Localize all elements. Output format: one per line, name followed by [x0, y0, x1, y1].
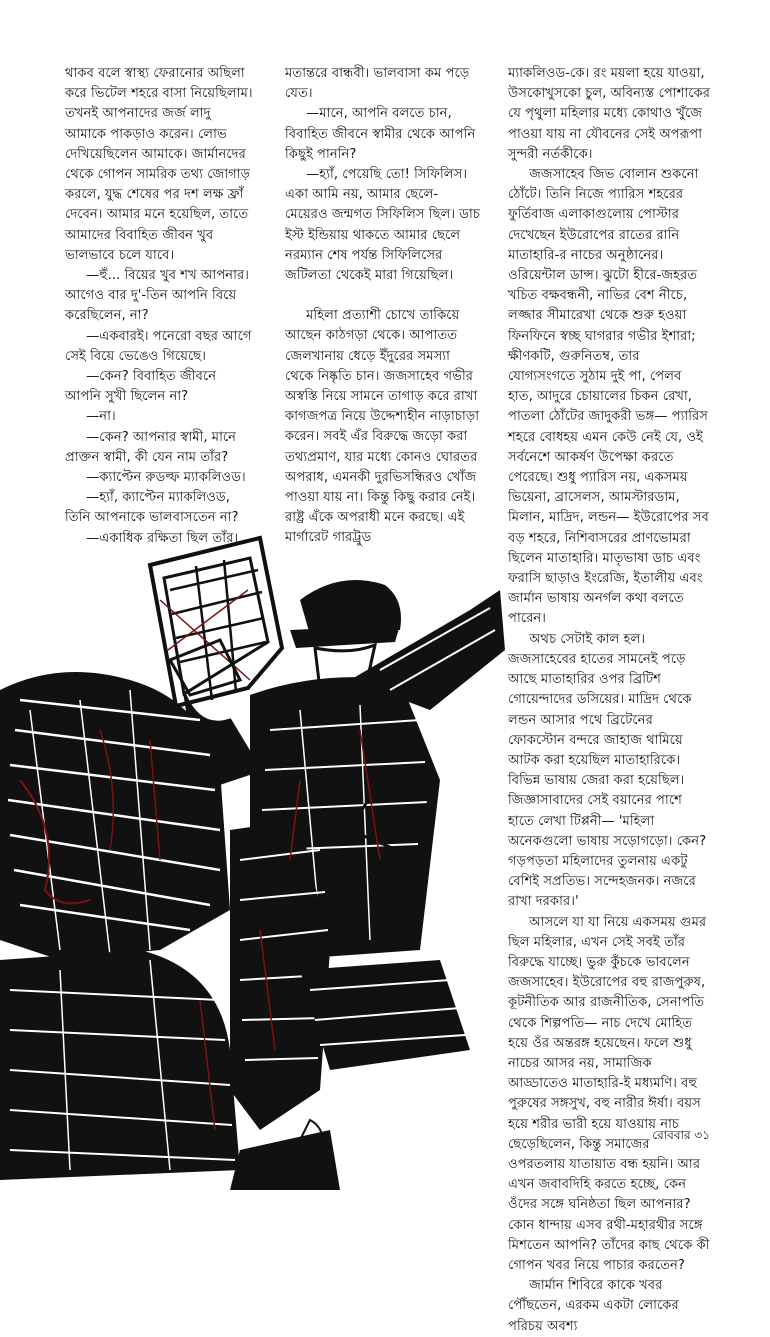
paragraph: মতান্তরে বান্ধবী। ভালবাসা কম পড়ে যেত। — [285, 66, 470, 102]
dialogue-line: —ক্যাপ্টেন রুডল্ফ ম্যাকলিওড। — [86, 470, 246, 486]
dialogue-line: —হ্যাঁ, পেয়েছি তো! সিফিলিস। একা আমি নয়, আমার ছেলে-মেয়েরও জন্মগত সিফিলিস ছিল। ডাচ ইস্ট ইন্ডিয়ায় থাকতে আমার ছেলে নরম্যান শেষ পর্যন্ত সিফিলিসের জটিলতা থেকেই মারা গিয়েছিল। — [285, 167, 480, 284]
paragraph: জজসাহেব জিভ বোলান শুকনো ঠোঁটে। তিনি নিজে প্যারিস শহরের ফুর্তিবাজ এলাকাগুলোয় পোস্টার দেখেছেন ইউরোপের রাতের রানি মাতাহারি-র নাচের অনুষ্ঠানের। ওরিয়েন্টাল ডান্স। ঝুটো হীরে-জহরত খচিত বক্ষবন্ধনী, নাভির বেশ নীচে, লজ্জার সীমারেখা থেকে শুরু হওয়া ফিনফিনে স্বচ্ছ ঘাগরার গভীর ইশারা; ক্ষীণকটি, গুরুনিতম্ব, তার যোগ্যসংগতে সুঠাম দুই পা, পেলব হাত, আদুরে চোয়ালের চিকন রেখা, পাতলা ঠোঁটের জাদুকরী ভঙ্গ— প্যারিস শহরে বোধহয় এমন কেউ নেই যে, ওই সর্বনেশে আকর্ষণ উপেক্ষা করতে পেরেছে। শুধু প্যারিস নয়, একসময় ভিয়েনা, ব্রাসেলস, আমস্টারডাম, মিলান, মাদ্রিদ, লন্ডন— ইউরোপের সব বড় শহরে, নিশিবাসরের প্রাণভোমরা ছিলেন মাতাহারি। মাতৃভাষা ডাচ এবং ফরাসি ছাড়াও ইংরেজি, ইতালীয় এবং জার্মান ভাষায় অনর্গল কথা বলতে পারেন। — [508, 167, 709, 627]
reclining-figure — [0, 672, 240, 1180]
ink-illustration — [0, 530, 510, 1190]
window-sketch — [150, 538, 282, 706]
paragraph: জার্মান শিবিরে কাকে খবর পৌঁছতেন, এরকম একটা লোকের পরিচয় অবশ্য — [508, 1278, 679, 1334]
dialogue-line: —কেন? বিবাহিত জীবনে আপনি সুখী ছিলেন না? — [65, 369, 217, 405]
dialogue-line: —না। — [86, 409, 116, 425]
dialogue-line: —হ্যাঁ, ক্যাপ্টেন ম্যাকলিওড, তিনি আপনাকে ভালবাসতেন না? — [65, 490, 239, 526]
paragraph: থাকব বলে স্বাস্থ্য ফেরানোর অছিলা করে ভিটেল শহরে বাসা নিয়েছিলাম। তখনই আপনাদের জর্জ লাদু আমাকে পাকড়াও করেন। লোভ দেখিয়েছিলেন আমাকে। জার্মানদের থেকে গোপন সামরিক তথ্য জোগাড় করলে, যুদ্ধ শেষের পর দশ লক্ষ ফ্রাঁ দেবেন। আমার মনে হয়েছিল, তাতে আমাদের বিবাহিত জীবন খুব ভালভাবে চলে যাবে। — [65, 66, 253, 263]
dialogue-line: —হুঁ... বিয়ের খুব শখ আপনার। আগেও বার দু'-তিন আপনি বিয়ে করেছিলেন, না? — [65, 268, 249, 324]
dialogue-line: —একবারই। পনেরো বছর আগে সেই বিয়ে ভেঙেও গিয়েছে। — [65, 328, 252, 364]
text-column-2 — [285, 64, 480, 549]
paragraph: মহিলা প্রত্যাশী চোখে তাকিয়ে আছেন কাঠগড়া থেকে। আপাতত জেলখানায় ধেড়ে ইঁদুরের সমস্যা থেকে নিষ্কৃতি চান। জজসাহেব গভীর অস্বস্তি নিয়ে সামনে তাগাড় করে রাখা কাগজপত্র নিয়ে উদ্দেশ্যহীন নাড়াচাড়া করেন। সবই এঁর বিরুদ্ধে জড়ো করা তথ্যপ্রমাণ, যার মধ্যে কোনও ঘোরতর অপরাধ, এমনকী দুরভিসন্ধিরও খোঁজ পাওয়া যায় না। কিন্তু কিছু করার নেই। রাষ্ট্র এঁকে অপরাধী মনে করছে। এই মার্গারেট গারট্রুড — [285, 308, 480, 546]
paragraph: আসলে যা যা নিয়ে একসময় গুমর ছিল মহিলার, এখন সেই সবই তাঁর বিরুদ্ধে যাচ্ছে। ভুরু কুঁচকে ভাবলেন জজসাহেব। ইউরোপের বহু রাজপুরুষ, কূটনীতিক আর রাজনীতিক, সেনাপতি থেকে শিল্পপতি— নাচ দেখে মোহিত হয়ে ওঁর অন্তরঙ্গ হয়েছেন। ফলে শুধু নাচের আসর নয়, সামাজিক আড্ডাতেও মাতাহারি-ই মধ্যমণি। বহু পুরুষের সঙ্গসুখ, বহু নারীর ঈর্ষা। বয়স হয়ে শরীর ভারী হয়ে যাওয়ায় নাচ ছেড়েছিলেন, কিন্তু সমাজের ওপরতলায় যাতায়াত বন্ধ হয়নি। আর এখন জবাবদিহি করতে হচ্ছে, কেন ওঁদের সঙ্গে ঘনিষ্ঠতা ছিল আপনার? কোন ধান্দায় এসব রথী-মহারথীর সঙ্গে মিশতেন আপনি? তাঁদের কাছ থেকে কী গোপন খবর নিয়ে পাচার করতেন? — [508, 914, 710, 1273]
paragraph: ম্যাকলিওড-কে। রং ময়লা হয়ে যাওয়া, উসকোখুসকো চুল, অবিন্যস্ত পোশাকের যে পৃথুলা মহিলার মধ্যে কোথাও খুঁজে পাওয়া যায় না যৌবনের সেই অপরূপা সুন্দরী নর্তকীকে। — [508, 66, 711, 162]
page-footer: রোববার ৩১ — [652, 1128, 710, 1142]
dialogue-line: —কেন? আপনার স্বামী, মানে প্রাক্তন স্বামী, কী যেন নাম তাঁর? — [65, 429, 237, 465]
paragraph: অথচ সেটাই কাল হল। জজসাহেবের হাতের সামনেই পড়ে আছে মাতাহারির ওপর ব্রিটিশ গোয়েন্দাদের ডসিয়ের। মাদ্রিদ থেকে লন্ডন আসার পথে ব্রিটেনের ফোকস্টোন বন্দরে জাহাজ থামিয়ে আটক করা হয়েছিল মাতাহারিকে। বিভিন্ন ভাষায় জেরা করা হয়েছিল। জিজ্ঞাসাবাদের সেই বয়ানের পাশে হাতে লেখা টিপ্পনী— 'মহিলা অনেকগুলো ভাষায় সড়োগড়ো। কেন? গড়পড়তা মহিলাদের তুলনায় একটু বেশিই সপ্রতিভ। সন্দেহজনক। নজরে রাখা দরকার।' — [508, 631, 707, 910]
text-column-1 — [65, 64, 255, 549]
dialogue-line: —একাধিক রক্ষিতা ছিল তাঁর। — [86, 530, 239, 546]
dialogue-line: —মানে, আপনি বলতে চান, বিবাহিত জীবনে স্বামীর থেকে আপনি কিছুই পাননি? — [285, 106, 476, 162]
